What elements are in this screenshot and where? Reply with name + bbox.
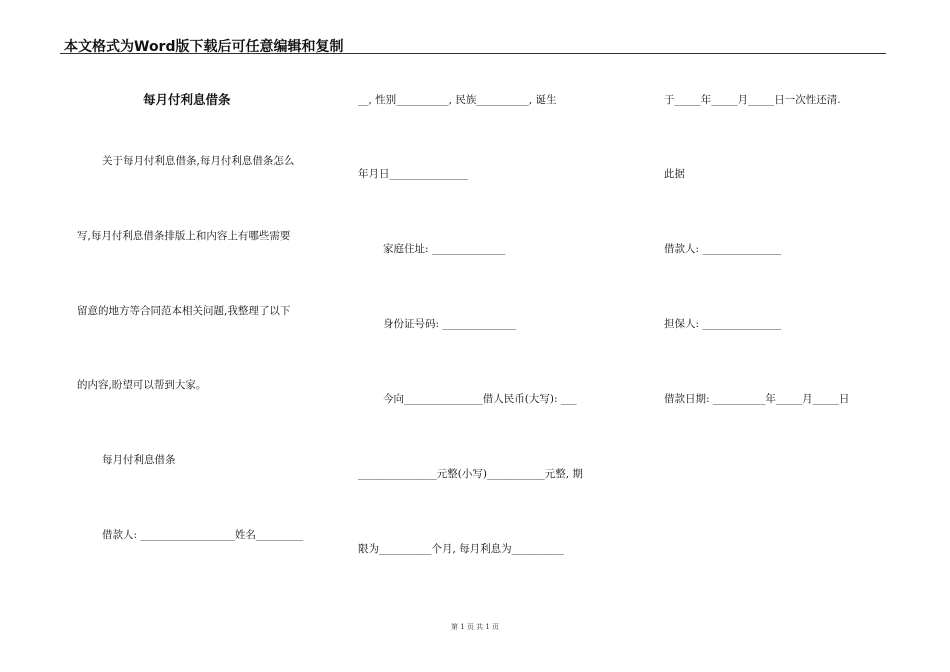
guarantor-signature-line: 担保人: _______________ — [664, 318, 782, 330]
borrower-name-line: 借款人: __________________姓名_________ — [102, 529, 304, 541]
birth-date-line: 年月日_______________ — [358, 168, 469, 180]
gender-ethnicity-line: __, 性别__________, 民族__________, 诞生 — [358, 94, 557, 106]
intro-line-4: 的内容,盼望可以帮到大家。 — [77, 379, 207, 391]
amount-lowercase-line: _______________元整(小写)___________元整, 期 — [358, 468, 583, 480]
section-heading: 每月付利息借条 — [102, 454, 176, 466]
loan-date-line: 借款日期: __________年_____月_____日 — [664, 393, 850, 405]
document-title: 每月付利息借条 — [143, 92, 231, 107]
header-divider — [60, 53, 886, 54]
page-footer: 第 1 页 共 1 页 — [450, 623, 500, 631]
id-number-line: 身份证号码: ______________ — [383, 318, 516, 330]
borrower-signature-line: 借款人: _______________ — [664, 243, 782, 255]
document-header: 本文格式为Word版下载后可任意编辑和复制 — [64, 39, 344, 55]
home-address-line: 家庭住址: ______________ — [383, 243, 506, 255]
hereby-line: 此据 — [664, 168, 685, 180]
repayment-date-line: 于_____年_____月_____日一次性还清. — [664, 94, 841, 106]
intro-line-1: 关于每月付利息借条,每月付利息借条怎么 — [102, 155, 295, 167]
lender-amount-line: 今向_______________借人民币(大写): ___ — [383, 393, 577, 405]
intro-line-3: 留意的地方等合同范本相关问题,我整理了以下 — [77, 305, 291, 317]
term-interest-line: 限为__________个月, 每月利息为__________ — [358, 543, 565, 555]
intro-line-2: 写,每月付利息借条排版上和内容上有哪些需要 — [77, 230, 291, 242]
